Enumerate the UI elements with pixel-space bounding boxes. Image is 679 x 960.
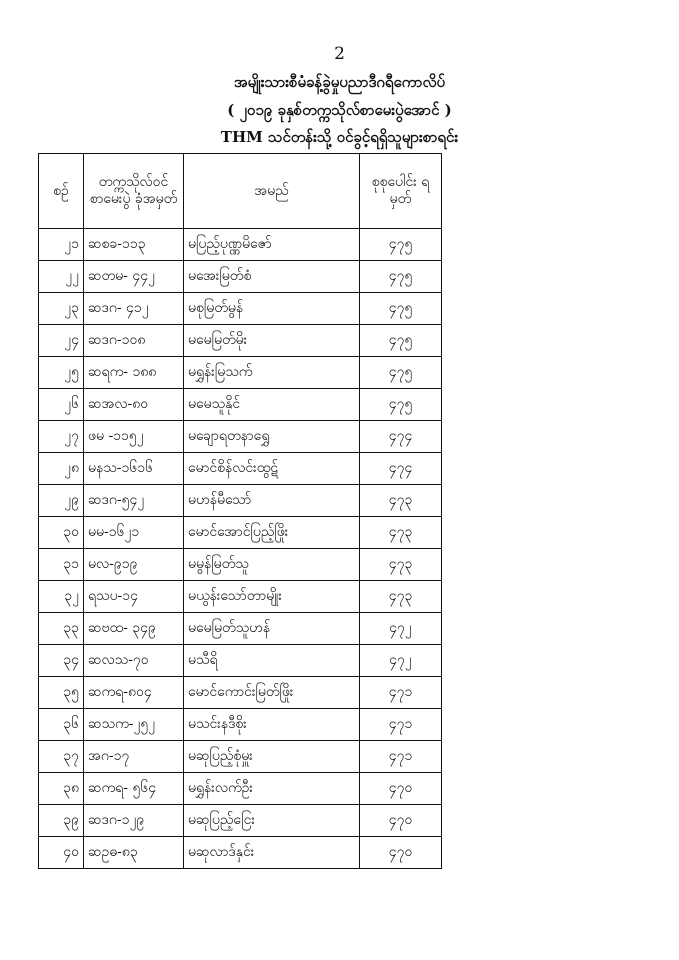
- roll-number-cell: ဆကရ- ၅၆၄: [84, 773, 184, 805]
- row-number-cell: ၃၂: [39, 581, 84, 613]
- header-no: စဉ်: [39, 154, 84, 229]
- total-marks-cell: ၄၇၂: [360, 645, 442, 677]
- row-number-cell: ၃၀: [39, 517, 84, 549]
- roll-number-cell: ဆအလ-၈၀: [84, 389, 184, 421]
- table-row: [39, 645, 442, 677]
- table-row: [39, 261, 442, 293]
- name-cell: မောင်စိန်လင်းထွဋ်: [184, 453, 360, 485]
- total-marks-cell: ၄၇၂: [360, 613, 442, 645]
- name-cell: မမေမြတ်သူဟန်: [184, 613, 360, 645]
- row-number-cell: ၃၄: [39, 645, 84, 677]
- roll-number-cell: အဂ-၁၇: [84, 741, 184, 773]
- total-marks-cell: ၄၇၃: [360, 549, 442, 581]
- table-row: [39, 389, 442, 421]
- total-marks-cell: ၄၇၀: [360, 773, 442, 805]
- total-marks-cell: ၄၇၀: [360, 837, 442, 869]
- table-row: [39, 773, 442, 805]
- row-number-cell: ၂၁: [39, 229, 84, 261]
- roll-number-cell: ဆဥဓ-၈၃: [84, 837, 184, 869]
- name-cell: မသီရိ: [184, 645, 360, 677]
- row-number-cell: ၂၄: [39, 325, 84, 357]
- roll-number-cell: ဆစခ-၁၁၃: [84, 229, 184, 261]
- header-name: အမည်: [184, 154, 360, 229]
- row-number-cell: ၂၉: [39, 485, 84, 517]
- roll-number-cell: မမ-၁၆၂၁: [84, 517, 184, 549]
- table-row: [39, 581, 442, 613]
- row-number-cell: ၃၃: [39, 613, 84, 645]
- name-cell: မရွှန်းမြသက်: [184, 357, 360, 389]
- name-cell: မဆုပြည့်စုံမှူး: [184, 741, 360, 773]
- name-cell: မမေသူနိုင်: [184, 389, 360, 421]
- roll-number-cell: မနသ-၁၆၁၆: [84, 453, 184, 485]
- name-cell: မပြည့်ပုဏ္ဏမိဇော်: [184, 229, 360, 261]
- roll-number-cell: ဆဒဂ-၅၄၂: [84, 485, 184, 517]
- name-cell: မဟန်မီသော်: [184, 485, 360, 517]
- name-cell: မောင်အောင်ပြည့်ဖြိုး: [184, 517, 360, 549]
- page-number: 2: [334, 44, 345, 64]
- name-cell: မောင်ကောင်းမြတ်ဖြိုး: [184, 677, 360, 709]
- name-cell: မစုမြတ်မွန်: [184, 293, 360, 325]
- table-row: [39, 517, 442, 549]
- row-number-cell: ၃၆: [39, 709, 84, 741]
- roll-number-cell: ဖမ -၁၁၅၂: [84, 421, 184, 453]
- roll-number-cell: ဆဒဂ-၁၀၈: [84, 325, 184, 357]
- exam-year-title: ( ၂၀၁၉ ခုနှစ်တက္ကသိုလ်စာမေးပွဲအောင် ): [227, 101, 452, 119]
- total-marks-cell: ၄၇၅: [360, 389, 442, 421]
- roll-number-cell: ဆလသ-၇၀: [84, 645, 184, 677]
- table-header-row: [39, 154, 442, 229]
- name-cell: မမေမြတ်မိုး: [184, 325, 360, 357]
- row-number-cell: ၃၁: [39, 549, 84, 581]
- row-number-cell: ၂၅: [39, 357, 84, 389]
- total-marks-cell: ၄၇၅: [360, 261, 442, 293]
- list-title: THM သင်တန်းသို့ ဝင်ခွင့်ရရှိသူများစာရင်း: [220, 128, 459, 146]
- roll-number-cell: ဆဒဂ- ၄၁၂: [84, 293, 184, 325]
- table-row: [39, 805, 442, 837]
- name-cell: မယွန်းသော်တာမျိုး: [184, 581, 360, 613]
- total-marks-cell: ၄၇၅: [360, 325, 442, 357]
- name-cell: မရွှန်းလက်ဦး: [184, 773, 360, 805]
- roll-number-cell: ဆရက- ၁၈၈: [84, 357, 184, 389]
- total-marks-cell: ၄၇၅: [360, 229, 442, 261]
- roll-number-cell: ဆသက-၂၅၂: [84, 709, 184, 741]
- table-body: [39, 229, 442, 869]
- table-row: [39, 325, 442, 357]
- table-row: [39, 677, 442, 709]
- table-row: [39, 613, 442, 645]
- row-number-cell: ၂၃: [39, 293, 84, 325]
- table-row: [39, 837, 442, 869]
- roll-number-cell: ဆတမ- ၄၄၂: [84, 261, 184, 293]
- total-marks-cell: ၄၇၁: [360, 677, 442, 709]
- row-number-cell: ၂၈: [39, 453, 84, 485]
- roll-number-cell: ဆဗထ- ၃၄၉: [84, 613, 184, 645]
- table-row: [39, 709, 442, 741]
- name-cell: မချောရတနာရွှေ: [184, 421, 360, 453]
- table-row: [39, 357, 442, 389]
- admission-table: [38, 153, 442, 869]
- name-cell: မအေးမြတ်စံ: [184, 261, 360, 293]
- table-row: [39, 741, 442, 773]
- college-title: အမျိုးသားစီမံခန့်ခွဲမှုပညာဒီဂရီကောလိပ်: [233, 73, 446, 91]
- total-marks-cell: ၄၇၄: [360, 453, 442, 485]
- total-marks-cell: ၄၇၁: [360, 741, 442, 773]
- table-row: [39, 229, 442, 261]
- row-number-cell: ၃၉: [39, 805, 84, 837]
- row-number-cell: ၃၅: [39, 677, 84, 709]
- row-number-cell: ၃၇: [39, 741, 84, 773]
- row-number-cell: ၂၂: [39, 261, 84, 293]
- total-marks-cell: ၄၇၃: [360, 581, 442, 613]
- total-marks-cell: ၄၇၁: [360, 709, 442, 741]
- table-row: [39, 453, 442, 485]
- roll-number-cell: မလ-၉၁၉: [84, 549, 184, 581]
- name-cell: မသင်းနဒီစိုး: [184, 709, 360, 741]
- row-number-cell: ၂၆: [39, 389, 84, 421]
- row-number-cell: ၂၇: [39, 421, 84, 453]
- total-marks-cell: ၄၇၃: [360, 485, 442, 517]
- roll-number-cell: ဆကရ-၈၀၄: [84, 677, 184, 709]
- row-number-cell: ၄၀: [39, 837, 84, 869]
- table-row: [39, 421, 442, 453]
- row-number-cell: ၃၈: [39, 773, 84, 805]
- total-marks-cell: ၄၇၃: [360, 517, 442, 549]
- name-cell: မမွန်မြတ်သူ: [184, 549, 360, 581]
- total-marks-cell: ၄၇၅: [360, 357, 442, 389]
- name-cell: မဆုပြည့်ငြေး: [184, 805, 360, 837]
- header-total-marks: စုစုပေါင်း ရမှတ်: [360, 154, 442, 229]
- total-marks-cell: ၄၇၅: [360, 293, 442, 325]
- table-row: [39, 549, 442, 581]
- roll-number-cell: ရသပ-၁၄: [84, 581, 184, 613]
- table-row: [39, 293, 442, 325]
- total-marks-cell: ၄၇၄: [360, 421, 442, 453]
- table-row: [39, 485, 442, 517]
- header-roll-number: တက္ကသိုလ်ဝင် စာမေးပွဲ ခုံအမှတ်: [84, 154, 184, 229]
- roll-number-cell: ဆဒဂ-၁၂၉: [84, 805, 184, 837]
- total-marks-cell: ၄၇၀: [360, 805, 442, 837]
- name-cell: မဆုလာဒ်နှင်း: [184, 837, 360, 869]
